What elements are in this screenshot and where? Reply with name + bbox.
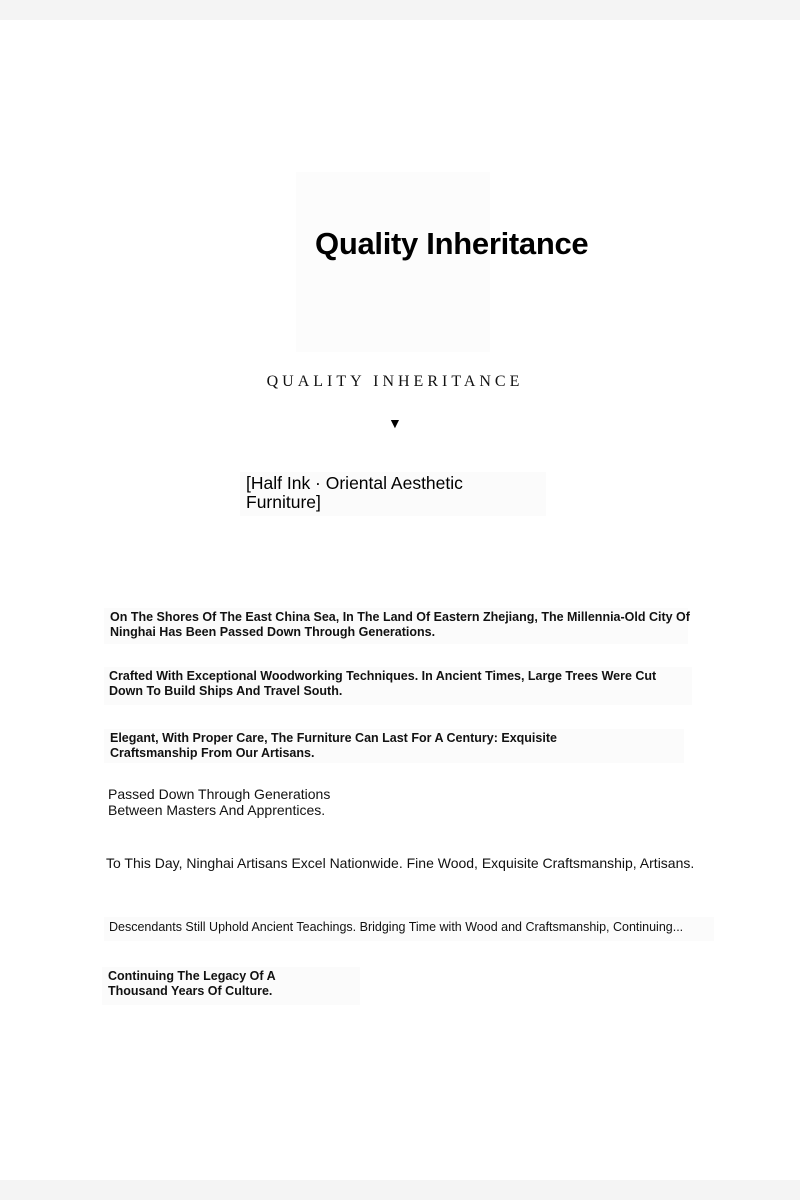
- paragraph-block: [100, 852, 710, 880]
- paragraph-block: [104, 917, 714, 941]
- paragraph-text: On The Shores Of The East China Sea, In The Land Of Eastern Zhejiang, The Millennia-Old City Of Ninghai Has Been Passed Down Through Generations.: [110, 610, 690, 639]
- paragraph-block: [104, 667, 692, 705]
- paragraph-block: [104, 729, 684, 763]
- paragraph-text: To This Day, Ninghai Artisans Excel Nationwide. Fine Wood, Exquisite Craftsmanship, Artisans.: [106, 855, 695, 871]
- paragraph-text: Elegant, With Proper Care, The Furniture Can Last For A Century: Exquisite Craftsmanship From Our Artisans.: [110, 731, 557, 760]
- paragraph-text: Descendants Still Uphold Ancient Teachings. Bridging Time with Wood and Craftsmanship, Continuing...: [109, 920, 684, 934]
- section-subtitle: QUALITY INHERITANCE: [266, 373, 524, 390]
- paragraph-block: [104, 608, 688, 644]
- paragraph-block: [102, 967, 360, 1005]
- paragraph-text: Passed Down Through Generations Between Masters And Apprentices.: [108, 786, 331, 818]
- hero-title: Quality Inheritance: [315, 226, 589, 261]
- paragraph-block: [102, 785, 338, 821]
- tagline: [Half Ink · Oriental Aesthetic Furniture]: [246, 473, 463, 512]
- hero-card: [296, 172, 490, 352]
- paragraph-text: Crafted With Exceptional Woodworking Techniques. In Ancient Times, Large Trees Were Cut Down To Build Ships And Travel South.: [109, 669, 657, 698]
- down-arrow-icon: ▼: [388, 415, 402, 431]
- paragraph-text: Continuing The Legacy Of A Thousand Years Of Culture.: [108, 969, 276, 998]
- page: [0, 20, 800, 1180]
